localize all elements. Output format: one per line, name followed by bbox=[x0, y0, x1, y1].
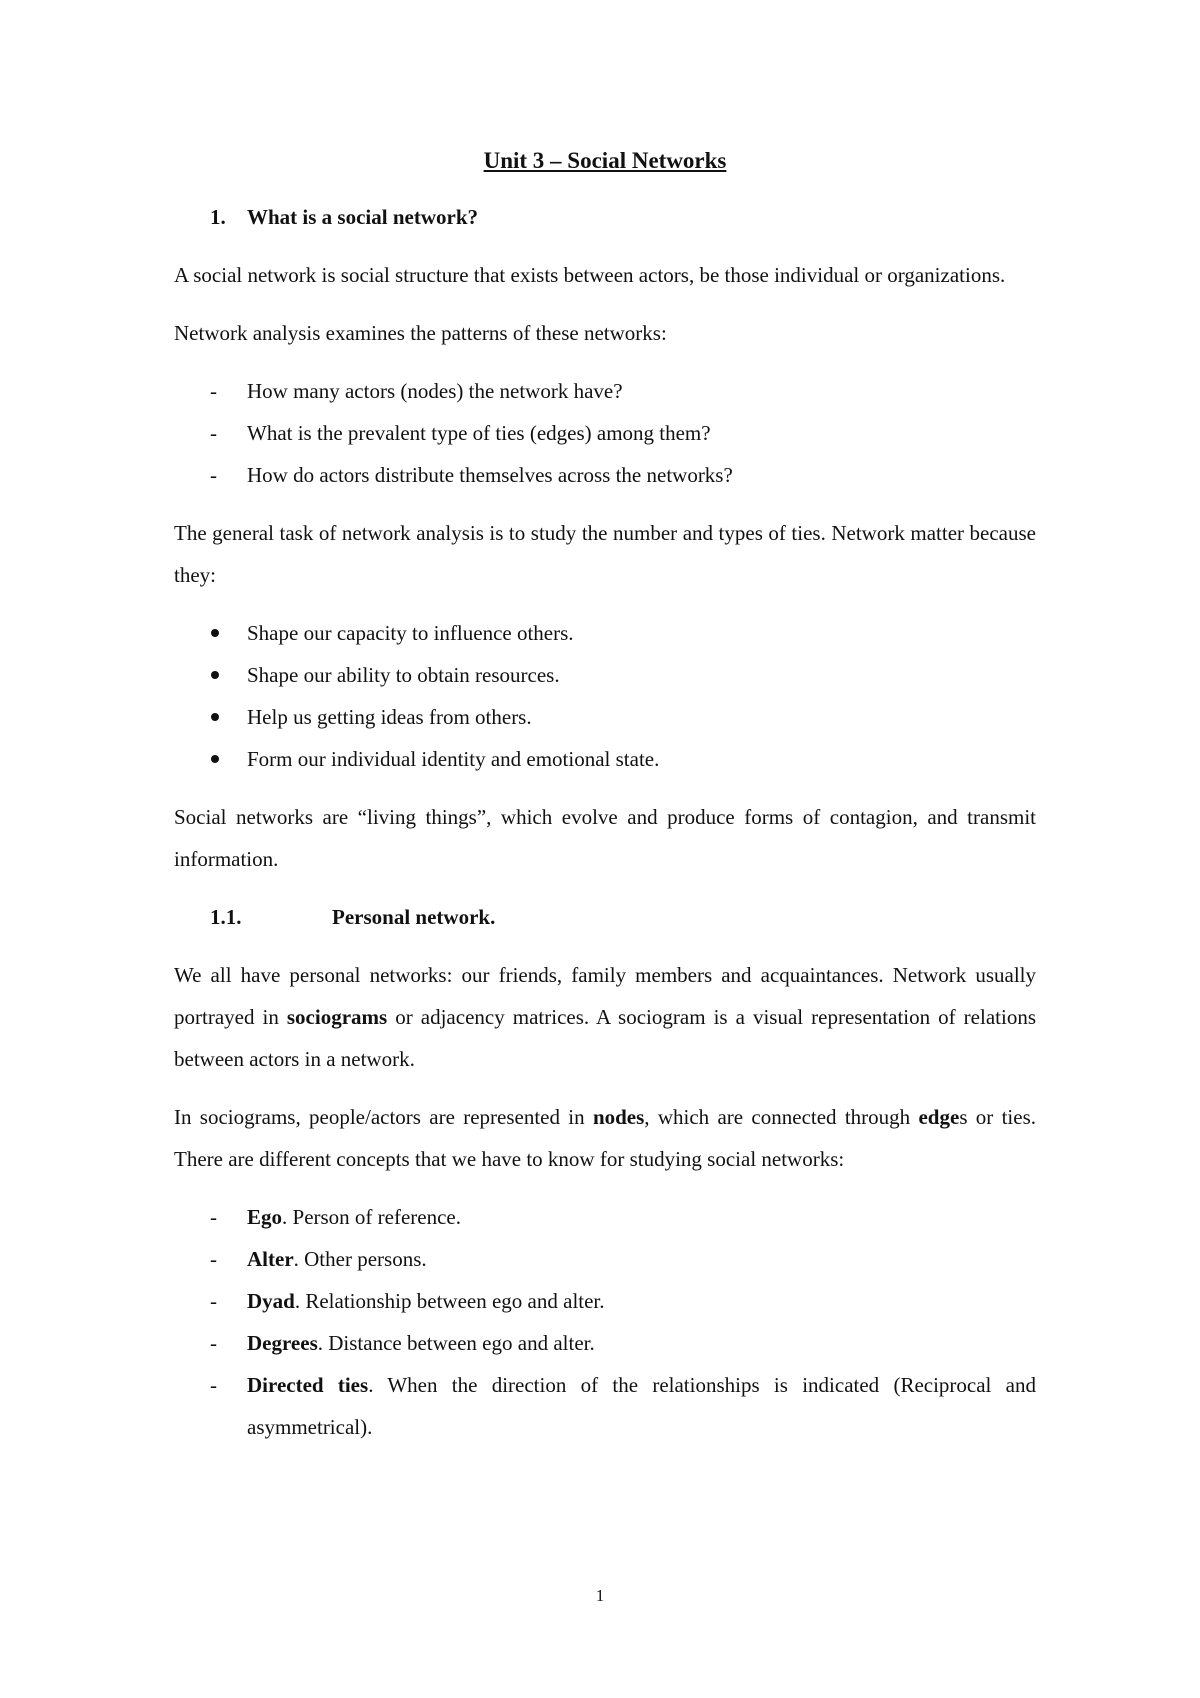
list-item: - Directed ties. When the direction of the relationships is indicated (Reciprocal and asymmetrical). bbox=[174, 1364, 1036, 1448]
list-item: - How many actors (nodes) the network have? bbox=[174, 370, 1036, 412]
bullet-icon bbox=[211, 629, 219, 637]
dash-marker: - bbox=[210, 1331, 217, 1355]
concept-term: Degrees bbox=[247, 1331, 318, 1355]
list-item: - Dyad. Relationship between ego and alter. bbox=[174, 1280, 1036, 1322]
paragraph-sociograms: In sociograms, people/actors are represented in nodes, which are connected through edges or ties. There are different concepts that we have to know for studying social networks: bbox=[174, 1105, 1037, 1171]
section-label: What is a social network? bbox=[247, 205, 478, 229]
list-item: - Alter. Other persons. bbox=[174, 1238, 1036, 1280]
bold-term: nodes bbox=[592, 1105, 645, 1129]
dash-marker: - bbox=[210, 421, 217, 445]
section-label: Personal network. bbox=[332, 905, 496, 929]
list-item: Shape our ability to obtain resources. bbox=[174, 654, 1036, 696]
dash-list-questions bbox=[174, 370, 1036, 496]
dash-marker: - bbox=[210, 379, 217, 403]
dash-marker: - bbox=[210, 1247, 217, 1271]
bold-term: sociograms bbox=[286, 1005, 388, 1029]
list-item: Shape our capacity to influence others. bbox=[174, 612, 1036, 654]
concept-term: Alter bbox=[247, 1247, 294, 1271]
list-item: - What is the prevalent type of ties (edges) among them? bbox=[174, 412, 1036, 454]
list-item: - How do actors distribute themselves across the networks? bbox=[174, 454, 1036, 496]
dash-marker: - bbox=[210, 463, 217, 487]
bold-term: edge bbox=[918, 1105, 960, 1129]
bullet-icon bbox=[211, 755, 219, 763]
list-item: Help us getting ideas from others. bbox=[174, 696, 1036, 738]
dash-marker: - bbox=[210, 1289, 217, 1313]
paragraph-personal-networks: We all have personal networks: our friends, family members and acquaintances. Network usually portrayed in sociograms or adjacency matrices. A sociogram is a visual representation of relations between actors in a network. bbox=[174, 963, 1036, 1071]
section-heading-1 bbox=[174, 196, 1036, 238]
paragraph-general-task: The general task of network analysis is to study the number and types of ties. Network matter because they: bbox=[174, 521, 1036, 587]
concept-term: Dyad bbox=[247, 1289, 295, 1313]
paragraph-network-analysis: Network analysis examines the patterns of these networks: bbox=[174, 321, 667, 345]
section-heading-1-1 bbox=[174, 896, 1036, 938]
list-item: - Degrees. Distance between ego and alter. bbox=[174, 1322, 1036, 1364]
section-number: 1.1. bbox=[210, 905, 242, 929]
paragraph-definition: A social network is social structure that exists between actors, be those individual or organizations. bbox=[174, 263, 1006, 287]
list-item: - Ego. Person of reference. bbox=[174, 1196, 1036, 1238]
document-body bbox=[174, 140, 1036, 1464]
page-number: 1 bbox=[595, 1586, 605, 1605]
concept-term: Directed ties bbox=[247, 1373, 369, 1397]
section-number: 1. bbox=[210, 205, 226, 229]
bullet-icon bbox=[211, 671, 219, 679]
document-title: Unit 3 – Social Networks bbox=[483, 148, 727, 173]
dash-list-concepts bbox=[174, 1196, 1036, 1448]
dash-marker: - bbox=[210, 1205, 217, 1229]
paragraph-living-things: Social networks are “living things”, which evolve and produce forms of contagion, and transmit information. bbox=[174, 805, 1036, 871]
bullet-icon bbox=[211, 713, 219, 721]
dash-marker: - bbox=[210, 1373, 217, 1397]
bullet-list-reasons bbox=[174, 612, 1036, 780]
concept-term: Ego bbox=[247, 1205, 283, 1229]
list-item: Form our individual identity and emotional state. bbox=[174, 738, 1036, 780]
